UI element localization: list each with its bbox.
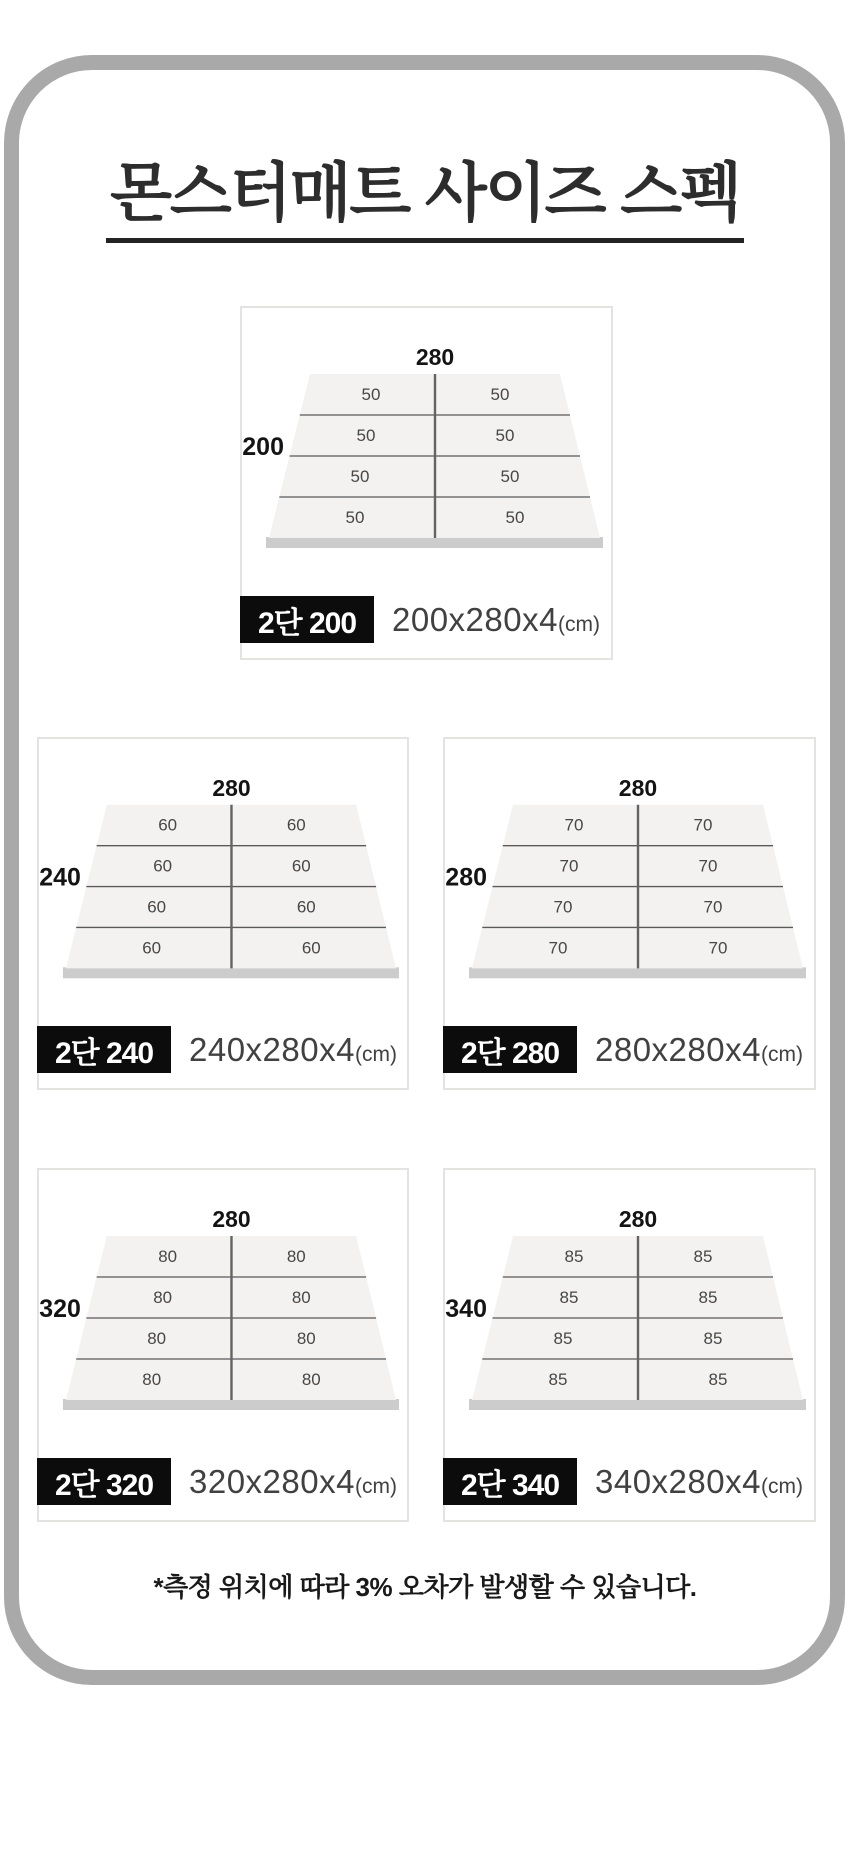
cell-value: 70 bbox=[698, 856, 718, 876]
cell-value: 80 bbox=[286, 1246, 306, 1267]
mat-height-label: 200 bbox=[242, 433, 284, 461]
mat-width-label: 280 bbox=[212, 774, 251, 801]
dimension-unit: (cm) bbox=[354, 1043, 397, 1066]
cell-value: 70 bbox=[548, 938, 568, 958]
cell-value: 80 bbox=[301, 1369, 321, 1390]
dimension-value: 240x280x4 bbox=[189, 1031, 355, 1068]
cell-value: 80 bbox=[147, 1328, 167, 1349]
dimension-unit: (cm) bbox=[760, 1475, 803, 1498]
cell-value: 70 bbox=[693, 815, 713, 835]
mat-shadow bbox=[63, 1399, 399, 1410]
cell-value: 85 bbox=[703, 1329, 723, 1348]
dimension-unit: (cm) bbox=[760, 1043, 803, 1066]
dimension-text bbox=[595, 1465, 803, 1498]
mat-height-label: 280 bbox=[445, 863, 487, 892]
cell-value: 85 bbox=[708, 1370, 728, 1389]
cell-value: 50 bbox=[350, 467, 370, 486]
mat-shadow bbox=[469, 967, 806, 978]
cell-value: 85 bbox=[553, 1329, 573, 1348]
mat-width-label: 280 bbox=[212, 1205, 251, 1233]
model-badge bbox=[443, 1026, 577, 1073]
cell-value: 70 bbox=[553, 897, 573, 917]
size-card bbox=[443, 737, 816, 1090]
dimension-value: 280x280x4 bbox=[595, 1031, 761, 1068]
dimension-text bbox=[392, 603, 600, 636]
mat-height-label: 240 bbox=[39, 863, 81, 892]
cell-value: 80 bbox=[291, 1287, 311, 1308]
mat-height-label: 340 bbox=[445, 1295, 487, 1323]
mat-width-label: 280 bbox=[618, 1206, 658, 1232]
size-card bbox=[37, 737, 409, 1090]
mat-height-label: 320 bbox=[39, 1294, 81, 1324]
dimension-text bbox=[189, 1033, 397, 1066]
model-badge-label: 2단 320 bbox=[54, 1468, 154, 1502]
size-card bbox=[37, 1168, 409, 1522]
model-badge-label: 2단 200 bbox=[257, 606, 357, 640]
cell-value: 85 bbox=[559, 1288, 579, 1307]
page-title: 몬스터매트 사이즈 스펙 bbox=[106, 160, 744, 243]
mat-shadow bbox=[63, 967, 399, 978]
cell-value: 60 bbox=[147, 897, 167, 917]
model-badge bbox=[443, 1458, 577, 1505]
cell-value: 80 bbox=[153, 1287, 173, 1308]
cell-value: 60 bbox=[291, 856, 311, 876]
cell-value: 80 bbox=[142, 1369, 162, 1390]
model-badge-label: 2단 240 bbox=[54, 1036, 154, 1070]
model-badge bbox=[240, 596, 374, 643]
cell-value: 50 bbox=[495, 426, 515, 445]
mat-width-label: 280 bbox=[415, 344, 455, 370]
mat-shadow bbox=[469, 1399, 806, 1410]
cell-value: 50 bbox=[345, 508, 365, 527]
cell-value: 50 bbox=[500, 467, 520, 486]
cell-value: 60 bbox=[286, 815, 306, 835]
dimension-unit: (cm) bbox=[557, 613, 600, 636]
mat-width-label: 280 bbox=[618, 774, 658, 801]
model-badge-label: 2단 280 bbox=[460, 1036, 560, 1070]
cell-value: 85 bbox=[564, 1247, 584, 1266]
mat-shadow bbox=[266, 537, 603, 548]
cell-value: 80 bbox=[158, 1246, 178, 1267]
cell-value: 70 bbox=[703, 897, 723, 917]
model-badge bbox=[37, 1458, 171, 1505]
cell-value: 60 bbox=[301, 938, 321, 958]
dimension-text bbox=[595, 1033, 803, 1066]
model-badge-label: 2단 340 bbox=[460, 1468, 560, 1502]
cell-value: 70 bbox=[564, 815, 584, 835]
dimension-text bbox=[189, 1465, 397, 1498]
cell-value: 50 bbox=[356, 426, 376, 445]
model-badge bbox=[37, 1026, 171, 1073]
cell-value: 60 bbox=[153, 856, 173, 876]
cell-value: 80 bbox=[296, 1328, 316, 1349]
cell-value: 60 bbox=[142, 938, 162, 958]
cell-value: 85 bbox=[693, 1247, 713, 1266]
dimension-unit: (cm) bbox=[354, 1475, 397, 1498]
dimension-value: 340x280x4 bbox=[595, 1463, 761, 1500]
cell-value: 60 bbox=[158, 815, 178, 835]
dimension-value: 200x280x4 bbox=[392, 601, 558, 638]
cell-value: 70 bbox=[708, 938, 728, 958]
size-card bbox=[240, 306, 613, 660]
size-card bbox=[443, 1168, 816, 1522]
cell-value: 60 bbox=[296, 897, 316, 917]
dimension-value: 320x280x4 bbox=[189, 1463, 355, 1500]
cell-value: 50 bbox=[505, 508, 525, 527]
cell-value: 85 bbox=[548, 1370, 568, 1389]
cell-value: 50 bbox=[490, 385, 510, 404]
cell-value: 50 bbox=[361, 385, 381, 404]
cell-value: 85 bbox=[698, 1288, 718, 1307]
footnote: *측정 위치에 따라 3% 오차가 발생할 수 있습니다. bbox=[153, 1572, 697, 1602]
cell-value: 70 bbox=[559, 856, 579, 876]
